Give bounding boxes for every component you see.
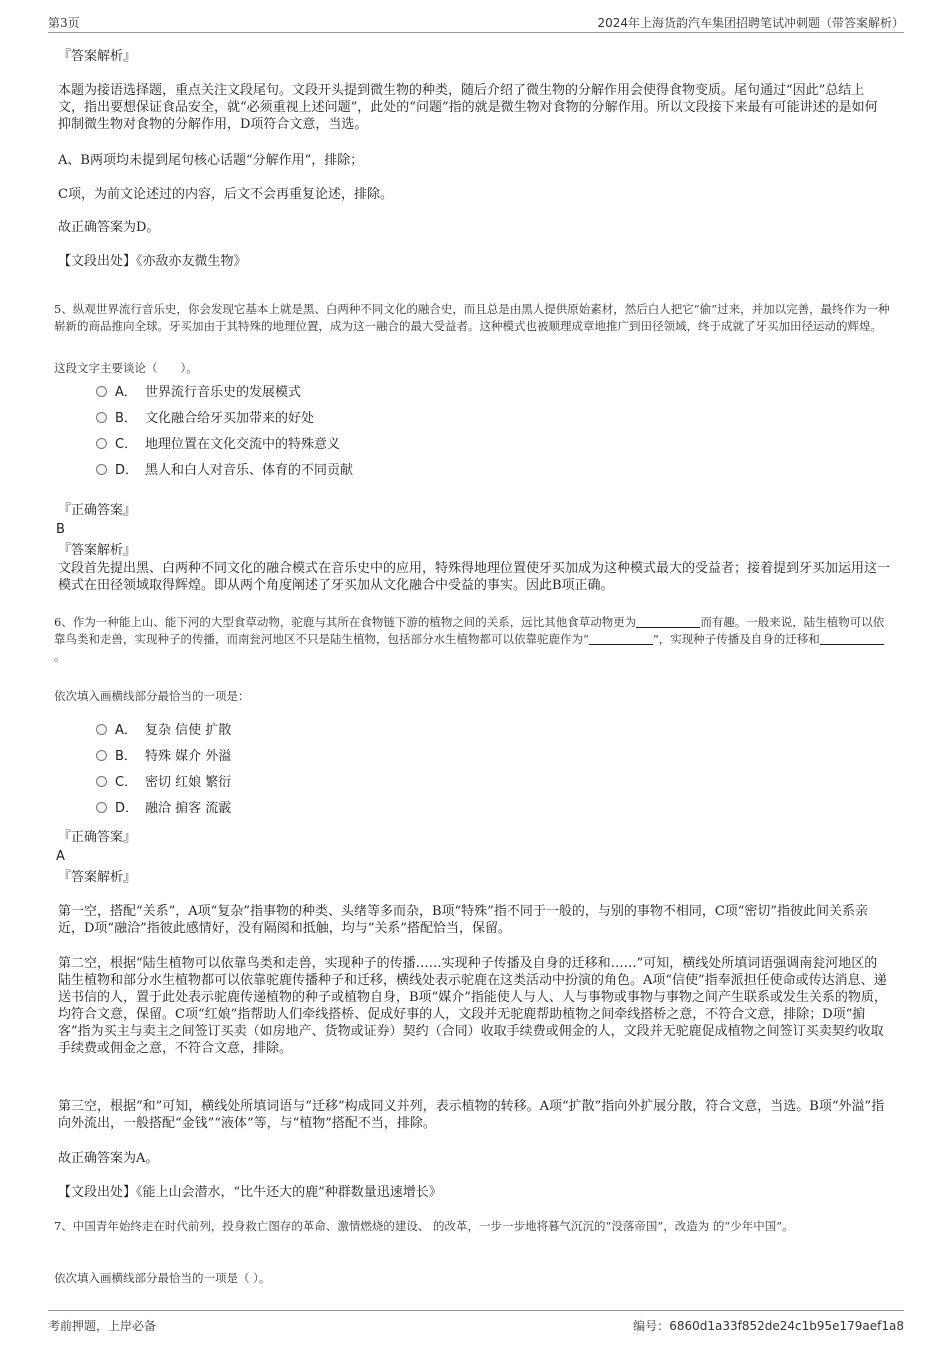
q5-option-d[interactable]: D． 黑人和白人对音乐、体育的不同贡献 <box>96 462 353 480</box>
q6-analysis-p1: 第一空，搭配“关系”，A项“复杂”指事物的种类、头绪等多而杂，B项“特殊”指不同于一般的，与别的事物不相同，C项“密切”指彼此间关系亲近，D项“融洽”指彼此感情好，没有隔阂和抵触，均与“关系”搭配恰当，保留。 <box>58 904 869 936</box>
document-title: 2024年上海货韵汽车集团招聘笔试冲刺题（带答案解析） <box>597 16 904 30</box>
footer-slogan: 考前押题，上岸必备 <box>48 1319 157 1333</box>
page-number: 第3页 <box>48 16 80 30</box>
page-header <box>48 14 904 33</box>
radio-button-icon[interactable] <box>96 724 107 735</box>
q5-option-c[interactable]: C． 地理位置在文化交流中的特殊意义 <box>96 436 340 454</box>
q6-option-c[interactable]: C． 密切 红娘 繁衍 <box>96 774 231 792</box>
q5-option-b[interactable]: B． 文化融合给牙买加带来的好处 <box>96 410 314 428</box>
q6-answer-label: 『正确答案』 <box>58 830 137 845</box>
q4-analysis-p3: C项，为前文论述过的内容，后文不会再重复论述，排除。 <box>58 187 393 202</box>
q4-analysis-label: 『答案解析』 <box>58 49 137 64</box>
q6-answer: A <box>56 849 65 864</box>
q4-analysis-p1: 本题为接语选择题，重点关注文段尾句。文段开头提到微生物的种类，随后介绍了微生物的分解作用会使得食物变质。尾句通过“因此”总结上文，指出要想保证食品安全，就“必须重视上述问题”，此处的“问题”指的就是微生物对食物的分解作用。所以文段接下来最有可能讲述的是如何抑制微生物对食物的分解作用，D项符合文意，当选。 <box>58 83 878 132</box>
q6-analysis-label: 『答案解析』 <box>58 870 137 885</box>
q6-analysis-p2: 第二空，根据“陆生植物可以依靠鸟类和走兽，实现种子的传播……实现种子传播及自身的迁移和……”可知，横线处所填词语强调南瓮河地区的陆生植物和部分水生植物都可以依靠驼鹿传播种子和迁移，横线处表示驼鹿在这类活动中扮演的角色。A项“信使”指奉派担任使命或传达消息、递送书信的人，置于此处表示驼鹿传递植物的种子或植物自身，B项“媒介”指能使人与人、人与事物或事物与事物之间产生联系或发生关系的物质，均符合文意，保留。C项“红娘”指帮助人们牵线搭桥、促成好事的人，文段并无驼鹿帮助植物之间牵线搭桥之意，不符合文意，排除；D项“掮客”指为买主与卖主之间签订买卖（如房地产、货物或证券）契约（合同）收取手续费或佣金的人，文段并无驼鹿促成植物之间签订买卖契约收取手续费或佣金之意，不符合文意，排除。 <box>58 956 887 1056</box>
radio-button-icon[interactable] <box>96 386 107 397</box>
fill-blank-2 <box>589 632 653 645</box>
q6-question: 依次填入画横线部分最恰当的一项是： <box>54 689 250 703</box>
q6-analysis-p4: 故正确答案为A。 <box>58 1151 159 1166</box>
q5-option-a[interactable]: A． 世界流行音乐史的发展模式 <box>96 384 301 402</box>
radio-button-icon[interactable] <box>96 750 107 761</box>
q7-stem: 7、中国青年始终走在时代前列，投身救亡图存的革命、激情燃烧的建设、 的改革，一步一步地将暮气沉沉的“没落帝国”，改造为 的“少年中国”。 <box>54 1219 794 1233</box>
q5-analysis-label: 『答案解析』 <box>58 543 137 558</box>
q7-question: 依次填入画横线部分最恰当的一项是（ ）。 <box>54 1271 271 1285</box>
q5-answer: B <box>56 522 65 537</box>
q4-source: 【文段出处】《亦敌亦友微生物》 <box>58 254 247 269</box>
q5-stem: 5、纵观世界流行音乐史，你会发现它基本上就是黑、白两种不同文化的融合史，而且总是由黑人提供原始素材，然后白人把它“偷”过来，并加以完善，最终作为一种崭新的商品推向全球。牙买加由于其特殊的地理位置，成为这一融合的最大受益者。这种模式也被顺理成章地推广到田径领域，终于成就了牙买加田径运动的辉煌。 <box>54 302 890 333</box>
q4-analysis-p2: A、B两项均未提到尾句核心话题“分解作用”，排除； <box>58 153 364 168</box>
radio-button-icon[interactable] <box>96 802 107 813</box>
q6-option-d[interactable]: D． 融洽 掮客 流霰 <box>96 800 231 818</box>
radio-button-icon[interactable] <box>96 438 107 449</box>
q6-option-a[interactable]: A． 复杂 信使 扩散 <box>96 722 231 740</box>
q6-option-b[interactable]: B． 特殊 媒介 外溢 <box>96 748 231 766</box>
q5-analysis: 文段首先提出黑、白两种不同文化的融合模式在音乐史中的应用，特殊得地理位置使牙买加成为这种模式最大的受益者；接着提到牙买加运用这一模式在田径领域取得辉煌。即从两个角度阐述了牙买加从文化融合中受益的事实。因此B项正确。 <box>58 561 891 593</box>
q5-question: 这段文字主要谈论（ ）。 <box>54 361 198 375</box>
q4-analysis-p4: 故正确答案为D。 <box>58 220 160 235</box>
q6-analysis-p3: 第三空，根据“和”可知，横线处所填词语与“迁移”构成同义并列，表示植物的转移。A项“扩散”指向外扩展分散，符合文意，当选。B项“外溢”指向外流出，一般搭配“金钱”“液体”等，与“植物”搭配不当，排除。 <box>58 1099 885 1131</box>
document-code: 编号：6860d1a33f852de24c1b95e179aef1a8 <box>633 1319 904 1333</box>
radio-button-icon[interactable] <box>96 464 107 475</box>
q6-stem: 6、作为一种能上山、能下河的大型食草动物，驼鹿与其所在食物链下游的植物之间的关系，远比其他食草动物更为 而有趣。一般来说，陆生植物可以依靠鸟类和走兽，实现种子的传播，而南瓮河地区不只是陆生植物，包括部分水生植物都可以依靠驼鹿作为“ ”，实现种子传播及自身的迁移和。 <box>54 615 885 663</box>
fill-blank-1 <box>636 615 700 628</box>
radio-button-icon[interactable] <box>96 412 107 423</box>
radio-button-icon[interactable] <box>96 776 107 787</box>
fill-blank-3 <box>820 632 884 645</box>
q5-answer-label: 『正确答案』 <box>58 503 137 518</box>
q6-source: 【文段出处】《能上山会潜水，“比牛还大的鹿”种群数量迅速增长》 <box>58 1185 442 1200</box>
page-footer <box>48 1310 904 1335</box>
